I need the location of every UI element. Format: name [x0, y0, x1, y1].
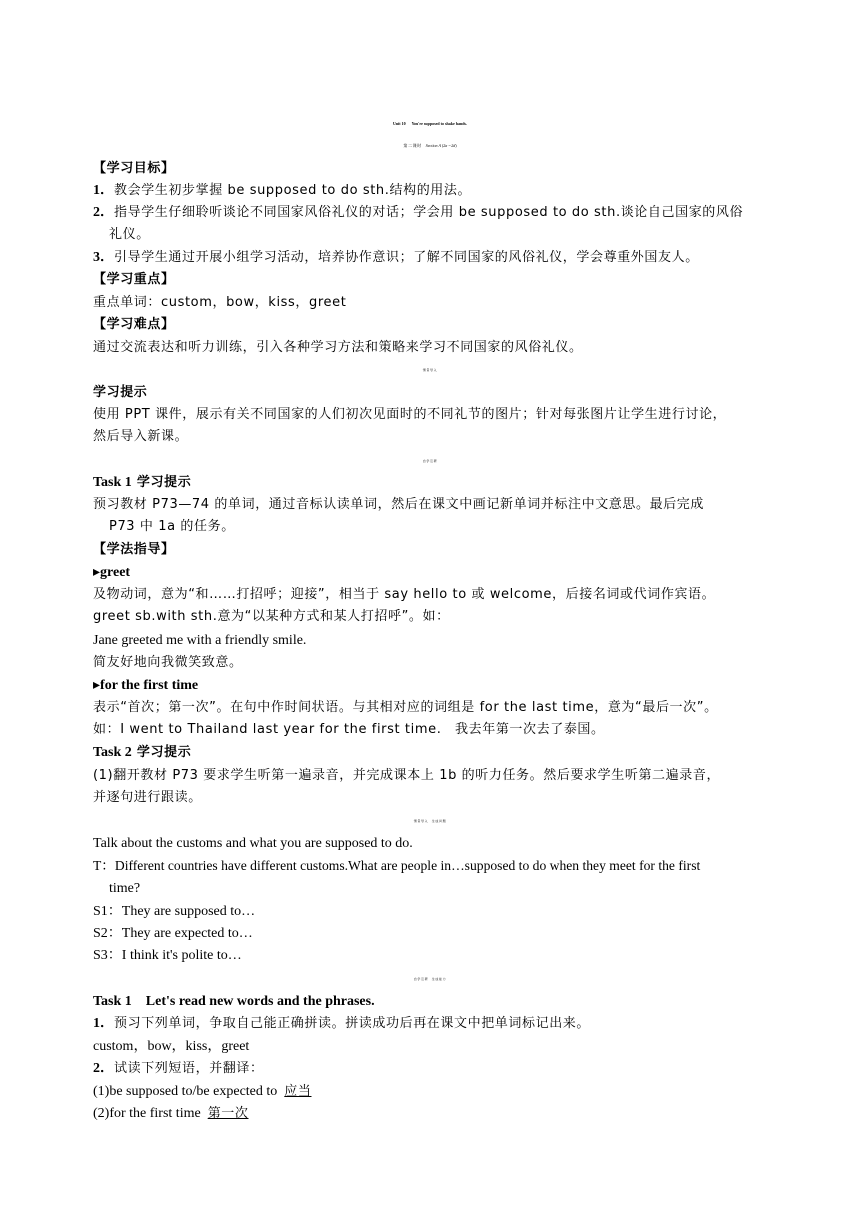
goals-heading: 【学习目标】: [93, 161, 175, 176]
goal-text: 指导学生仔细聆听谈论不同国家风俗礼仪的对话；学会用 be supposed to do sth.谈论自己国家的风俗: [114, 205, 744, 220]
phrase-answer: 第一次: [207, 1106, 249, 1121]
phrase-text: (2)for the first time: [93, 1106, 201, 1121]
ability-item-1: [93, 1015, 783, 1033]
scene-intro-heading: 情景导入: [422, 368, 438, 372]
problems-line-2: T：Different countries have different customs.What are people in…supposed to do when they meet for the first: [93, 858, 701, 873]
ability-item-2: [93, 1060, 783, 1078]
lesson-subtitle: [0, 137, 860, 155]
greet-line-2: greet sb.with sth.意为“以某种方式和某人打招呼”。如：: [93, 609, 450, 624]
goal-number: 3．: [93, 250, 114, 265]
goal-item-3: [93, 249, 783, 267]
goal-item-2-cont: 礼仪。: [109, 227, 150, 242]
key-points-text: 重点单词：custom，bow，kiss，greet: [93, 295, 347, 310]
problems-heading: 情景导入 生成问题: [413, 819, 447, 823]
goal-item-2: [93, 204, 783, 222]
first-time-line-1: 表示“首次；第一次”。在句中作时间状语。与其相对应的词组是 for the last time，意为“最后一次”。: [93, 700, 718, 715]
unit-number: Unit 10: [393, 121, 406, 126]
unit-title: [0, 115, 860, 133]
task1-title: [93, 474, 783, 492]
problems-line-1: Talk about the customs and what you are supposed to do.: [93, 836, 413, 851]
ability-words: custom，bow，kiss，greet: [93, 1039, 250, 1054]
section-range: 2a～2d: [443, 143, 456, 148]
first-time-heading: ▸for the first time: [93, 678, 199, 693]
greet-example-cn: 简友好地向我微笑致意。: [93, 655, 243, 670]
task1-line-1: 预习教材 P73—74 的单词，通过音标认读单词，然后在课文中画记新单词并标注中文意思。最后完成: [93, 497, 704, 512]
task1-line-2: P73 中 1a 的任务。: [109, 519, 235, 534]
item-number: 1．: [93, 1016, 114, 1031]
goal-item-1: [93, 182, 783, 200]
dialogue-s1: S1：They are supposed to…: [93, 904, 256, 919]
task2-line-2: 并逐句进行跟读。: [93, 790, 202, 805]
greet-example-en: Jane greeted me with a friendly smile.: [93, 633, 307, 648]
goal-number: 1．: [93, 183, 114, 198]
greet-line-1: 及物动词，意为“和……打招呼；迎接”，相当于 say hello to 或 welcome，后接名词或代词作宾语。: [93, 587, 716, 602]
goal-text: 引导学生通过开展小组学习活动，培养协作意识；了解不同国家的风俗礼仪，学会尊重外国友人。: [114, 250, 699, 265]
phrase-answer: 应当: [284, 1084, 312, 1099]
task2-hint-label: 学习提示: [131, 745, 192, 760]
task2-label: Task 2: [93, 745, 132, 760]
item-number: 2．: [93, 1061, 114, 1076]
dialogue-s3: S3：I think it's polite to…: [93, 948, 242, 963]
phrase-2: [93, 1105, 783, 1123]
task1-hint-label: 学习提示: [131, 475, 192, 490]
task2-title: [93, 744, 783, 762]
phrase-text: (1)be supposed to/be expected to: [93, 1084, 278, 1099]
goal-text: 教会学生初步掌握 be supposed to do sth.结构的用法。: [114, 183, 472, 198]
problems-line-2-cont: time?: [109, 881, 141, 896]
scene-intro-line-1: 使用 PPT 课件，展示有关不同国家的人们初次见面时的不同礼节的图片；针对每张图片让学生进行讨论，: [93, 407, 727, 422]
ability-heading: 自学互研 生成能力: [413, 977, 447, 981]
method-heading: 【学法指导】: [93, 542, 175, 557]
range-close: ): [455, 143, 457, 148]
difficulties-heading: 【学习难点】: [93, 317, 175, 332]
hint-title: 学习提示: [93, 385, 148, 400]
item-text: 试读下列短语，并翻译：: [114, 1061, 264, 1076]
unit-sentence: You're supposed to shake hands.: [411, 121, 467, 126]
lesson-label: 第二课时: [403, 143, 422, 148]
task1-label: Task 1: [93, 475, 132, 490]
ability-task-title: Task 1 Let's read new words and the phrases.: [93, 994, 375, 1009]
key-points-heading: 【学习重点】: [93, 272, 175, 287]
task2-line-1: (1)翻开教材 P73 要求学生听第一遍录音，并完成课本上 1b 的听力任务。然后要求学生听第二遍录音，: [93, 768, 721, 783]
phrase-1: [93, 1083, 783, 1101]
dialogue-s2: S2：They are expected to…: [93, 926, 253, 941]
scene-intro-line-2: 然后导入新课。: [93, 429, 189, 444]
item-text: 预习下列单词，争取自己能正确拼读。拼读成功后再在课文中把单词标记出来。: [114, 1016, 591, 1031]
greet-heading: ▸greet: [93, 565, 131, 580]
self-study-heading: 自学互研: [422, 459, 438, 463]
range-open: (: [440, 143, 444, 148]
difficulties-text: 通过交流表达和听力训练，引入各种学习方法和策略来学习不同国家的风俗礼仪。: [93, 340, 583, 355]
first-time-line-2: 如：I went to Thailand last year for the first time. 我去年第一次去了泰国。: [93, 722, 605, 737]
section-label: Section A: [425, 143, 441, 148]
goal-number: 2．: [93, 205, 114, 220]
